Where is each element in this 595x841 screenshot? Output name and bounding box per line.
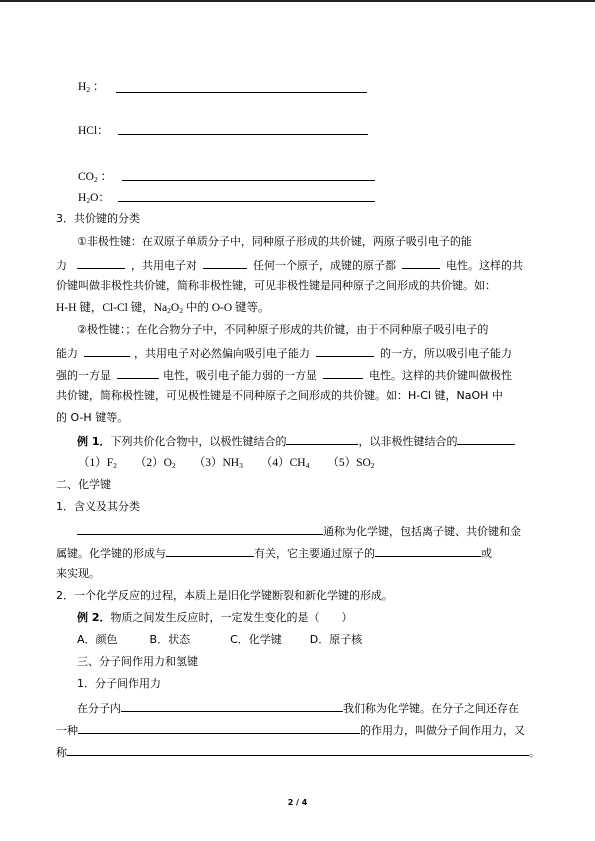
section-two-sub1: 1．含义及其分类 [56,500,140,513]
blank-definition[interactable] [77,523,323,535]
answer-blank-hcl[interactable] [118,123,368,135]
polar-line-1: ②极性键：；在化合物分子中，不同种原子形成的共价键，由于不同种原子吸引电子的 [77,323,489,336]
polar-line-4: 共价键，简称极性键，可见极性键是不同种原子之间形成的共价键。如：H-Cl 键，NaOH 中 [56,389,503,402]
blank-polar-weak-charge[interactable] [323,367,363,379]
answer-blank-h2[interactable] [116,81,367,93]
definition-line-3: 来实现。 [56,567,100,580]
intermolecular-line-3: 称 。 [56,746,540,759]
answer-blank-co2[interactable] [122,169,375,181]
definition-line-1: 通称为化学键，包括离子键、共价键和金 [77,523,521,539]
blank-nonpolar-charge[interactable] [402,257,440,269]
intermolecular-line-1: 在分子内 我们称为化学键。在分子之间还存在 [77,702,519,715]
definition-line-2: 属键。化学键的形成与 有关，它主要通过原子的 或 [56,547,492,560]
blank-alias[interactable] [67,744,529,756]
section-3-heading: 3．共价键的分类 [56,212,140,225]
blank-polar-stronger[interactable] [316,345,374,357]
section-two-sub2: 2．一个化学反应的过程，本质上是旧化学键断裂和新化学键的形成。 [56,589,393,602]
polar-line-3: 强的一方显 电性，吸引电子能力弱的一方显 电性。这样的共价键叫做极性 [56,369,512,382]
choice-d: D．原子核 [309,633,363,646]
nonpolar-line-4: H-H 键，Cl-Cl 键，$Na_2O_2$ 中的 O-O 键等。 [56,302,270,315]
formula-h2: $H_2$ ： [78,81,105,94]
intermolecular-line-2: 一种 的作用力，叫做分子间作用力，又 [56,724,525,737]
blank-atom-mechanism[interactable] [375,545,481,557]
polar-line-2: 能力 ，共用电子对必然偏向吸引电子能力 的一方，所以吸引电子能力 [56,347,512,360]
top-border [0,0,595,2]
section-two-heading: 二、化学键 [56,478,111,491]
option-5: $(5)SO_2$ [327,457,375,470]
blank-nonpolar-pair[interactable] [203,257,247,269]
answer-blank-h2o[interactable] [118,190,375,202]
option-2: $(2)O_2$ [134,457,176,470]
blank-formation[interactable] [166,545,254,557]
blank-polar-ability[interactable] [84,345,130,357]
example-2-choices [77,633,362,647]
example-2: 例 2．物质之间发生反应时，一定发生变化的是（ ） [77,611,353,624]
blank-within-molecule[interactable] [121,700,343,712]
nonpolar-line-1: ①非极性键：在双原子单质分子中，同种原子形成的共价键，两原子吸引电子的能 [77,235,472,248]
section-three-sub1: 1．分子间作用力 [77,677,161,690]
example-1-options [78,456,375,470]
option-3: $(3)NH_3$ [193,457,243,470]
example-1: 例 1．下列共价化合物中，以极性键结合的 ，以非极性键结合的 [77,433,515,449]
choice-c: C．化学键 [230,633,282,646]
blank-polar-strong-charge[interactable] [117,367,159,379]
formula-hcl: HCl： [78,125,109,137]
choice-a: A．颜色 [77,633,118,646]
blank-example1-polar[interactable] [286,433,358,445]
blank-nonpolar-ability[interactable] [77,257,125,269]
blank-force-type[interactable] [78,722,360,734]
blank-example1-nonpolar[interactable] [457,433,515,445]
option-1: $(1)F_2$ [78,457,117,470]
polar-line-5: 的 O-H 键等。 [56,411,129,424]
section-three-heading: 三、分子间作用力和氢键 [77,655,198,668]
choice-b: B．状态 [149,633,191,646]
nonpolar-line-3: 价键叫做非极性共价键，简称非极性键，可见非极性键是同种原子之间形成的共价键。如： [56,279,496,292]
option-4: $(4)CH_4$ [260,457,310,470]
page-number: 2 / 4 [287,798,308,807]
formula-h2o: $H_2O$： [78,192,110,205]
formula-co2: $CO_2$ ： [78,171,113,184]
nonpolar-line-2: 力 ，共用电子对 任何一个原子，成键的原子都 电性。这样的共 [56,259,523,272]
